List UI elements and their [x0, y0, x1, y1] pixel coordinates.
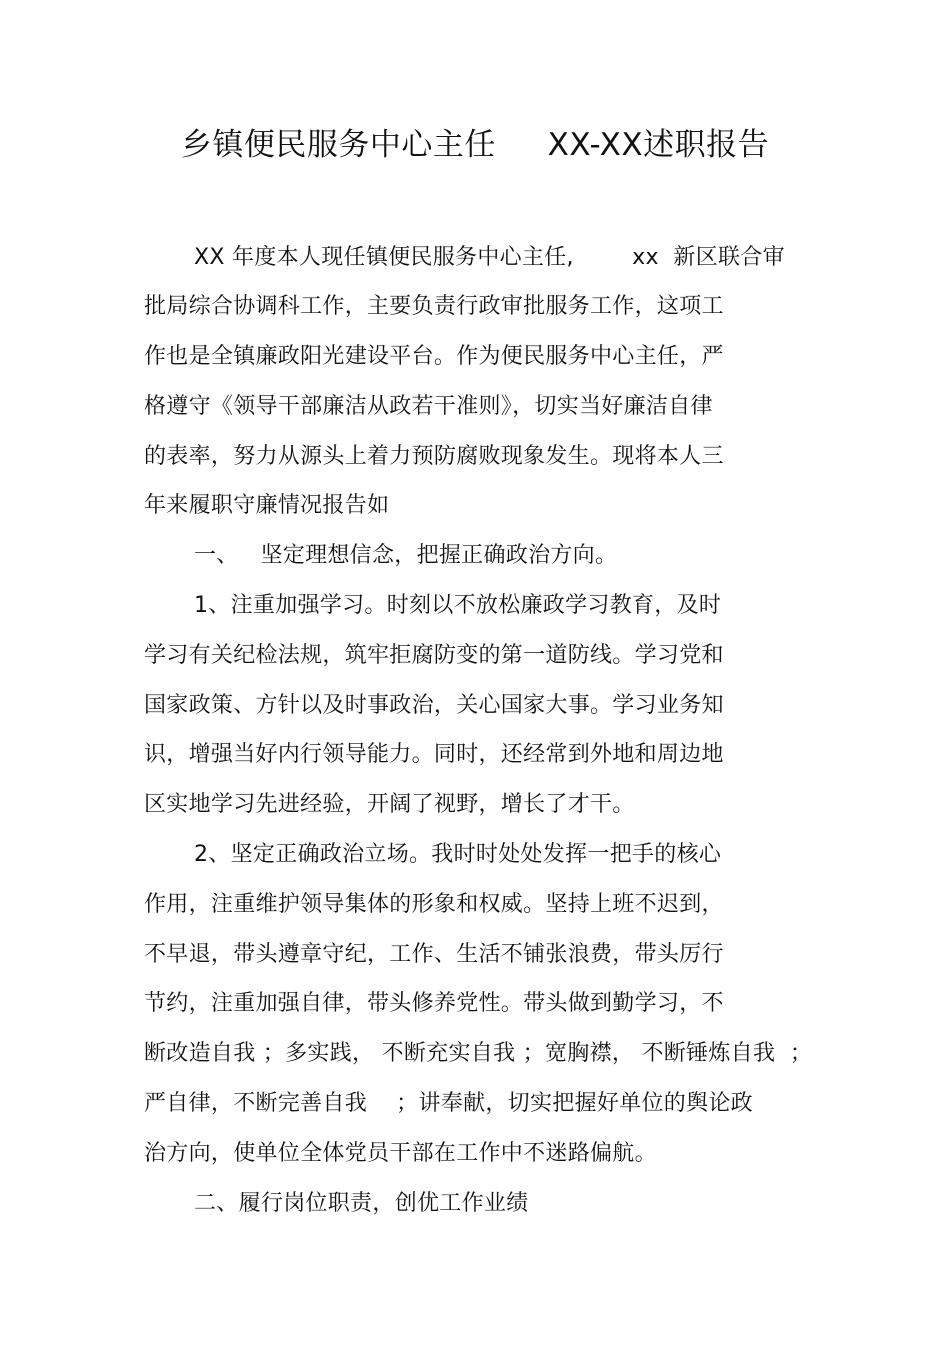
paragraph-line: 的表率，努力从源头上着力预防腐败现象发生。现将本人三: [144, 444, 724, 469]
paragraph-line: 断改造自我 ；多实践， 不断充实自我 ；宽胸襟， 不断锤炼自我 ；: [144, 1041, 813, 1066]
paragraph-line: 作也是全镇廉政阳光建设平台。作为便民服务中心主任，严: [144, 344, 724, 369]
paragraph-line: XX 年度本人现任镇便民服务中心主任, xx 新区联合审: [194, 245, 785, 270]
document-title: 乡镇便民服务中心主任 XX-XX述职报告: [180, 127, 770, 163]
section-heading: 二、履行岗位职责，创优工作业绩: [194, 1191, 529, 1216]
paragraph-line: 区实地学习先进经验，开阔了视野，增长了才干。: [144, 792, 635, 817]
paragraph-line: 格遵守《领导干部廉洁从政若干准则》，切实当好廉洁自律: [144, 394, 713, 419]
paragraph-line: 批局综合协调科工作，主要负责行政审批服务工作，这项工: [144, 294, 724, 319]
paragraph-line: 节约，注重加强自律，带头修养党性。带头做到勤学习，不: [144, 991, 724, 1016]
paragraph-line: 国家政策、方针以及时事政治，关心国家大事。学习业务知: [144, 693, 724, 718]
paragraph-line: 治方向，使单位全体党员干部在工作中不迷路偏航。: [144, 1141, 657, 1166]
paragraph-line: 学习有关纪检法规，筑牢拒腐防变的第一道防线。学习党和: [144, 643, 724, 668]
paragraph-line: 年来履职守廉情况报告如: [144, 493, 390, 518]
paragraph-line: 2、坚定正确政治立场。我时时处处发挥一把手的核心: [194, 842, 722, 867]
paragraph-line: 不早退，带头遵章守纪，工作、生活不铺张浪费，带头厉行: [144, 942, 724, 967]
paragraph-line: 1、注重加强学习。时刻以不放松廉政学习教育，及时: [194, 593, 722, 618]
paragraph-line: 严自律，不断完善自我 ；讲奉献，切实把握好单位的舆论政: [144, 1091, 753, 1116]
paragraph-line: 识，增强当好内行领导能力。同时，还经常到外地和周边地: [144, 742, 724, 767]
section-heading: 一、 坚定理想信念，把握正确政治方向。: [194, 543, 618, 568]
paragraph-line: 作用，注重维护领导集体的形象和权威。坚持上班不迟到，: [144, 892, 724, 917]
